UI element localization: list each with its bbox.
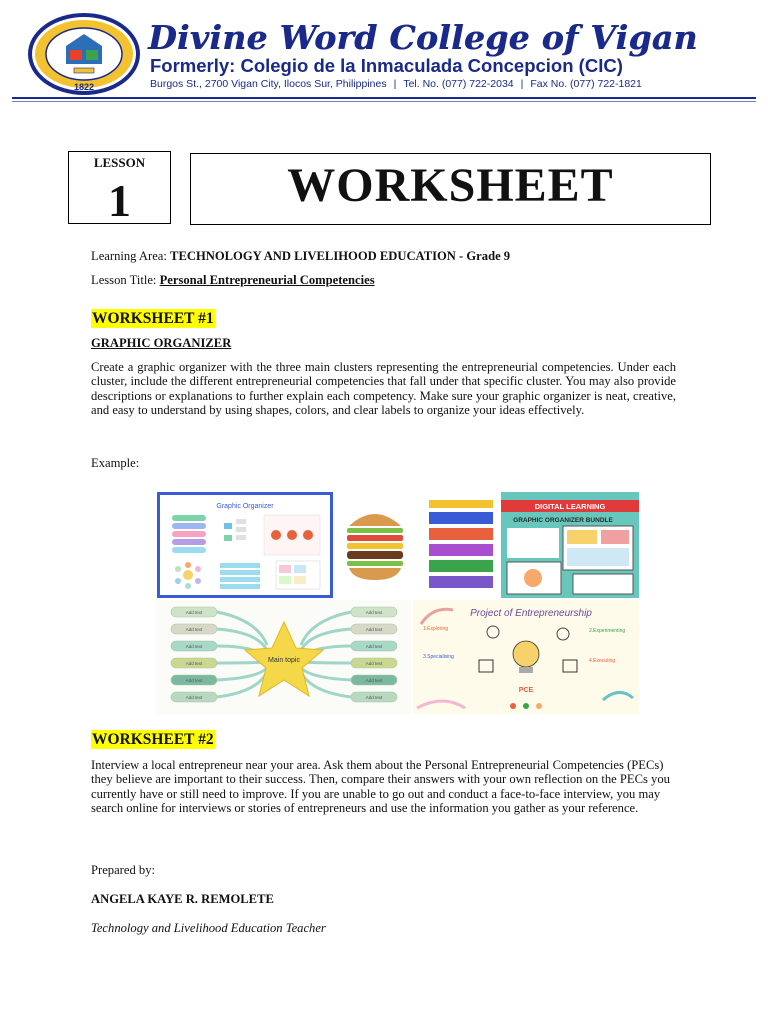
svg-text:Add text: Add text <box>185 661 203 666</box>
worksheet-1-heading: WORKSHEET #1 <box>92 310 214 327</box>
lesson-title-value: Personal Entrepreneurial Competencies <box>159 273 375 287</box>
lesson-box <box>68 151 171 224</box>
telephone-text: Tel. No. (077) 722-2034 <box>403 78 514 90</box>
college-seal-logo <box>26 12 142 96</box>
panel-3-banner: DIGITAL LEARNING <box>534 502 606 511</box>
svg-text:Add text: Add text <box>185 678 203 683</box>
learning-area-line <box>91 249 510 264</box>
svg-text:Add text: Add text <box>365 695 383 700</box>
svg-text:Add text: Add text <box>185 695 203 700</box>
letterhead <box>0 0 768 104</box>
lesson-number: 1 <box>108 175 131 226</box>
contact-line <box>150 78 642 90</box>
seal-year: 1822 <box>73 82 95 92</box>
svg-text:1.Exploring: 1.Exploring <box>423 626 449 632</box>
example-label: Example: <box>91 456 140 470</box>
separator: | <box>393 78 397 90</box>
panel-4-center: Main topic <box>268 657 300 664</box>
worksheet-2-heading: WORKSHEET #2 <box>92 731 214 748</box>
worksheet-1-subheading: GRAPHIC ORGANIZER <box>91 336 232 350</box>
example-collage <box>157 492 639 714</box>
example-digital-learning-image <box>501 492 639 598</box>
svg-text:Add text: Add text <box>185 644 203 649</box>
example-graphic-organizer-image <box>157 492 333 598</box>
former-name: Formerly: Colegio de la Inmaculada Concepcion (CIC) <box>150 55 623 76</box>
panel-5-title: Project of Entrepreneurship <box>470 608 592 619</box>
svg-text:Add text: Add text <box>365 661 383 666</box>
panel-1-title: Graphic Organizer <box>216 503 274 510</box>
worksheet-1-instructions: Create a graphic organizer with the three main clusters representing the entrepreneurial competencies. Under each cluster, include the different entrepreneurial competencies that fall under that specific cluster. You may also provide descriptions or explanations to further explain each competency. Make sure your graphic organizer is neat, creative, and easy to understand by using shapes, colors, and clear labels to organize your ideas effectively. <box>91 360 676 418</box>
svg-text:Add text: Add text <box>185 627 203 632</box>
panel-3-subtitle: GRAPHIC ORGANIZER BUNDLE <box>513 517 613 524</box>
address-text: Burgos St., 2700 Vigan City, Ilocos Sur, Philippines <box>150 78 387 90</box>
title-box <box>190 153 711 225</box>
svg-text:Add text: Add text <box>185 610 203 615</box>
separator: | <box>520 78 524 90</box>
example-hamburger-organizer-image <box>335 492 499 598</box>
learning-area-label: Learning Area: <box>91 249 167 263</box>
prepared-by-label: Prepared by: <box>91 863 155 877</box>
worksheet-2-instructions: Interview a local entrepreneur near your area. Ask them about the Personal Entrepreneurial Competencies (PECs) they believe are important to their success. Then, compare their answers with your own reflection on the PECs you currently have or still need to improve. If you are unable to go out and conduct a face-to-face interview, you may search online for interviews or stories of entrepreneurs and use the information you gather as your reference. <box>91 758 670 816</box>
svg-text:Add text: Add text <box>365 627 383 632</box>
svg-text:Add text: Add text <box>365 610 383 615</box>
example-mind-map-image <box>157 600 411 714</box>
svg-text:Add text: Add text <box>365 678 383 683</box>
svg-text:3.Specialising: 3.Specialising <box>423 654 454 660</box>
svg-text:Add text: Add text <box>365 644 383 649</box>
learning-area-value: TECHNOLOGY AND LIVELIHOOD EDUCATION - Grade 9 <box>170 249 511 263</box>
example-entrepreneurship-image <box>413 600 639 714</box>
svg-text:2.Experimenting: 2.Experimenting <box>589 628 626 634</box>
svg-text:4.Executing: 4.Executing <box>589 658 616 664</box>
header-divider-thin <box>12 101 756 102</box>
lesson-label: LESSON <box>93 155 146 170</box>
page-title: WORKSHEET <box>287 159 614 212</box>
panel-5-badge: PCE <box>518 687 534 694</box>
lesson-title-label: Lesson Title: <box>91 273 157 287</box>
fax-text: Fax No. (077) 722-1821 <box>530 78 642 90</box>
header-divider <box>12 97 756 99</box>
teacher-role: Technology and Livelihood Education Teacher <box>91 921 326 935</box>
teacher-name: ANGELA KAYE R. REMOLETE <box>91 892 274 906</box>
lesson-title-line <box>91 273 375 288</box>
college-name: Divine Word College of Vigan <box>148 18 698 57</box>
